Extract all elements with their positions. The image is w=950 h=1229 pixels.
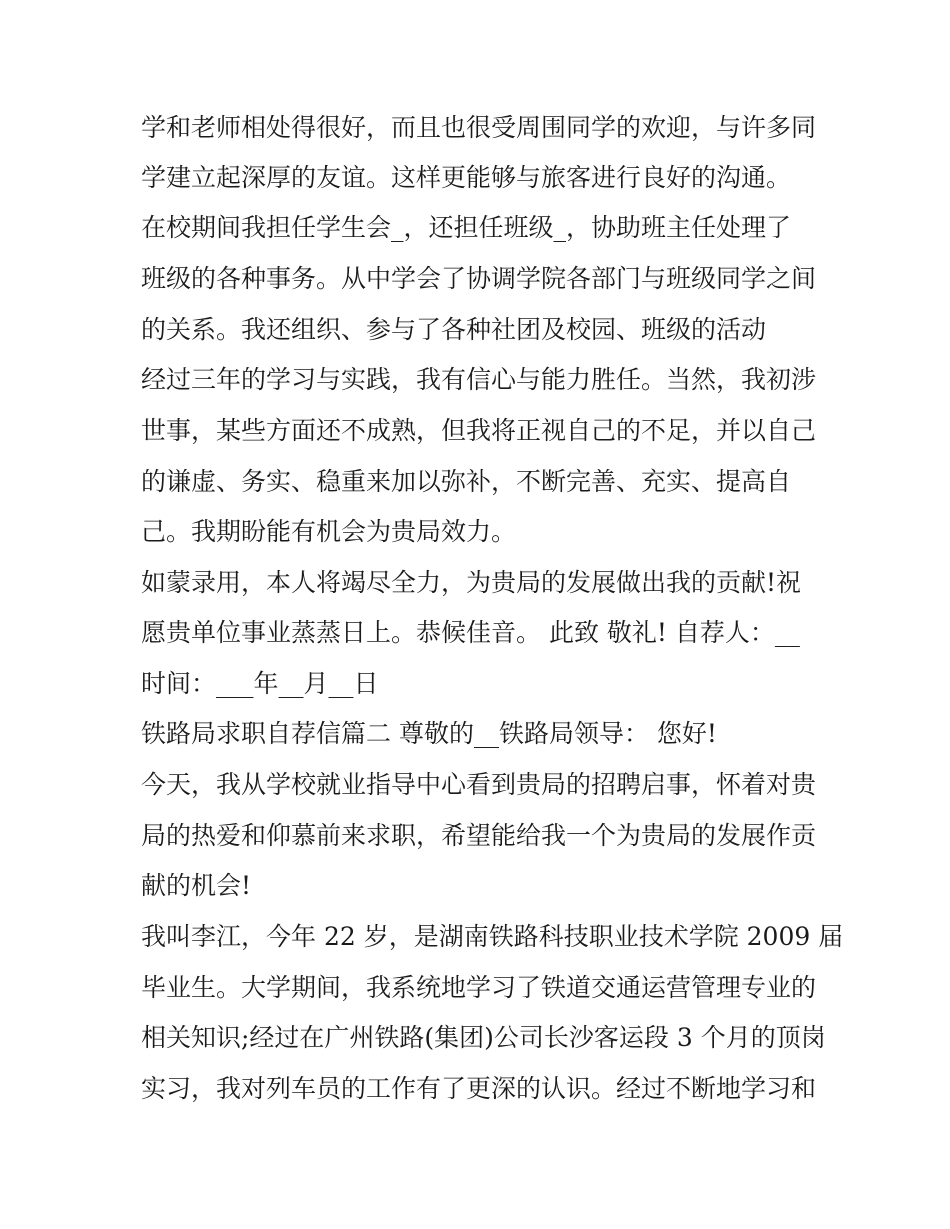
text-line: 如蒙录用，本人将竭尽全力，为贵局的发展做出我的贡献!祝 xyxy=(141,568,802,597)
text-line: 局的热爱和仰慕前来求职，希望能给我一个为贵局的发展作贡 xyxy=(141,821,817,850)
text-line: 愿贵单位事业蒸蒸日上。恭候佳音。 此致 敬礼! 自荐人：__ xyxy=(141,618,800,647)
text-line: 经过三年的学习与实践，我有信心与能力胜任。当然，我初涉 xyxy=(141,365,817,394)
text-line: 学和老师相处得很好，而且也很受周围同学的欢迎，与许多同 xyxy=(141,113,817,142)
text-line: 献的机会! xyxy=(141,871,252,900)
text-line: 实习，我对列车员的工作有了更深的认识。经过不断地学习和 xyxy=(141,1074,817,1103)
text-line: 今天，我从学校就业指导中心看到贵局的招聘启事，怀着对贵 xyxy=(141,770,817,799)
text-line: 的关系。我还组织、参与了各种社团及校园、班级的活动 xyxy=(141,315,767,344)
text-line: 毕业生。大学期间，我系统地学习了铁道交通运营管理专业的 xyxy=(141,973,817,1002)
text-line: 班级的各种事务。从中学会了协调学院各部门与班级同学之间 xyxy=(141,264,817,293)
text-line: 在校期间我担任学生会_，还担任班级_，协助班主任处理了 xyxy=(141,213,792,242)
text-line: 我叫李江，今年 22 岁，是湖南铁路科技职业技术学院 2009 届 xyxy=(141,922,844,951)
text-line: 相关知识;经过在广州铁路(集团)公司长沙客运段 3 个月的顶岗 xyxy=(141,1023,826,1052)
text-line: 时间：___年__月__日 xyxy=(141,669,379,698)
text-line: 世事，某些方面还不成熟，但我将正视自己的不足，并以自己 xyxy=(141,416,817,445)
text-line: 学建立起深厚的友谊。这样更能够与旅客进行良好的沟通。 xyxy=(141,163,792,192)
text-line: 的谦虚、务实、稳重来加以弥补，不断完善、充实、提高自 xyxy=(141,467,792,496)
heading-line: 铁路局求职自荐信篇二 尊敬的__铁路局领导： 您好! xyxy=(141,719,717,748)
text-line: 己。我期盼能有机会为贵局效力。 xyxy=(141,517,517,546)
